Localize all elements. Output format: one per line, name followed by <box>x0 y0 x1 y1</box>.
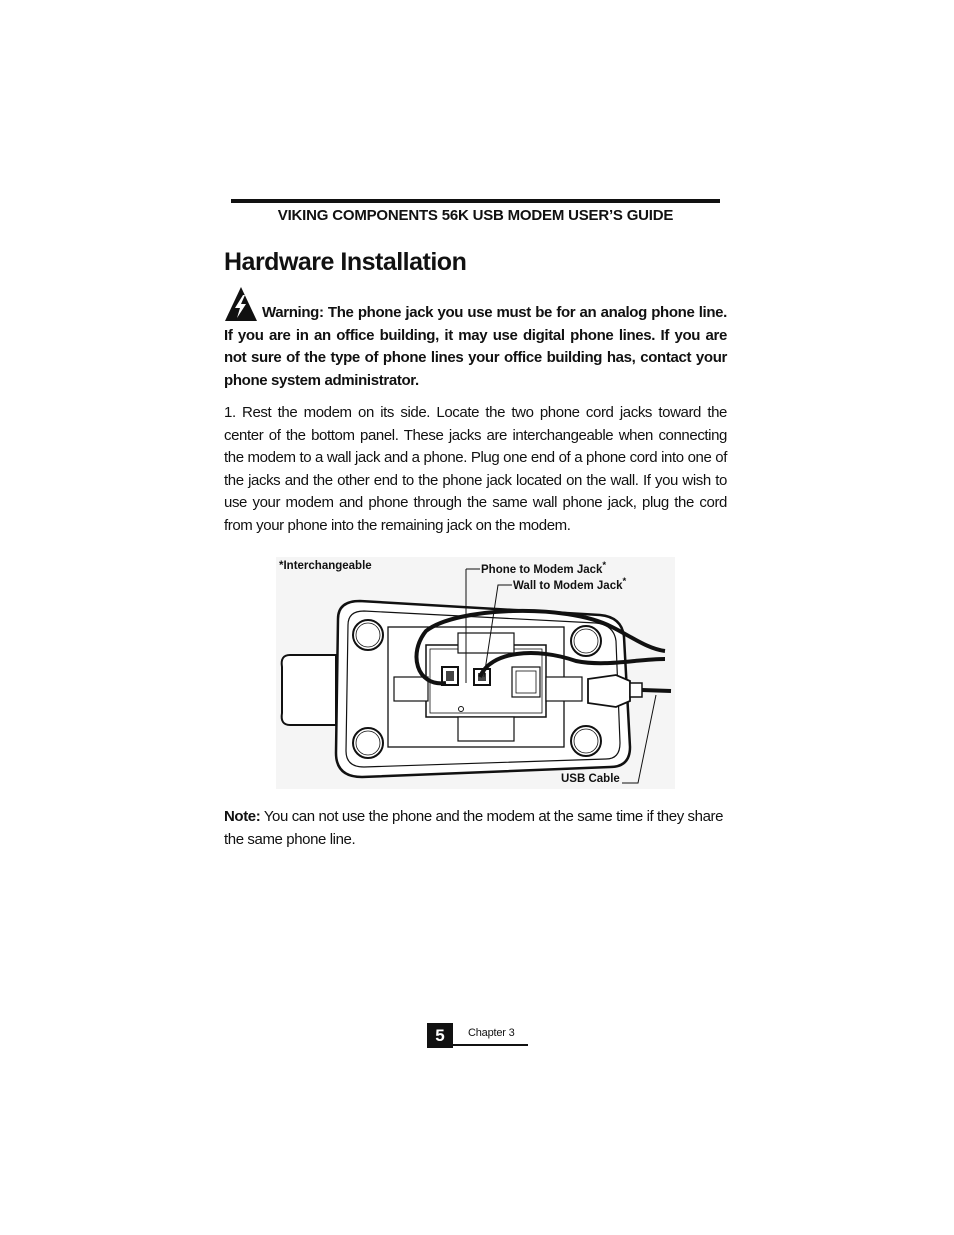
note-label: Note: <box>224 808 261 825</box>
warning-text: Warning: The phone jack you use must be for an analog phone line. If you are in an office building, it may use digital phone lines. If you are not sure of the type of phone lines your office building has, contact your phone system administrator. <box>224 304 727 389</box>
footer-rule <box>453 1044 528 1046</box>
chapter-label: Chapter 3 <box>468 1027 515 1039</box>
interchangeable-label: *Interchangeable <box>279 560 372 572</box>
note-paragraph <box>224 806 727 851</box>
step-1-text: 1. Rest the modem on its side. Locate the two phone cord jacks toward the center of the bottom panel. These jacks are interchangeable when connecting the modem to a wall jack and a phone. Plug one end of a phone cord into one of the jacks and the other end to the phone jack located on the wall. If you wish to use your modem and phone through the same wall phone jack, plug the cord from your phone into the remaining jack on the modem. <box>224 404 727 534</box>
note-text: You can not use the phone and the modem at the same time if they share the same phone line. <box>224 808 724 848</box>
page-number: 5 <box>427 1023 453 1048</box>
asterisk-marker: * <box>622 576 627 587</box>
wall-to-modem-jack-label <box>513 576 626 592</box>
running-header: VIKING COMPONENTS 56K USB MODEM USER’S GUIDE <box>277 207 674 224</box>
modem-bottom-diagram <box>276 557 675 789</box>
header-rule <box>231 199 720 203</box>
wall-to-modem-jack-text: Wall to Modem Jack <box>513 579 623 592</box>
phone-to-modem-jack-label <box>481 560 606 576</box>
usb-cable-label: USB Cable <box>561 773 620 785</box>
asterisk-marker: * <box>602 560 607 571</box>
phone-to-modem-jack-text: Phone to Modem Jack <box>481 563 603 576</box>
section-title: Hardware Installation <box>224 248 467 276</box>
